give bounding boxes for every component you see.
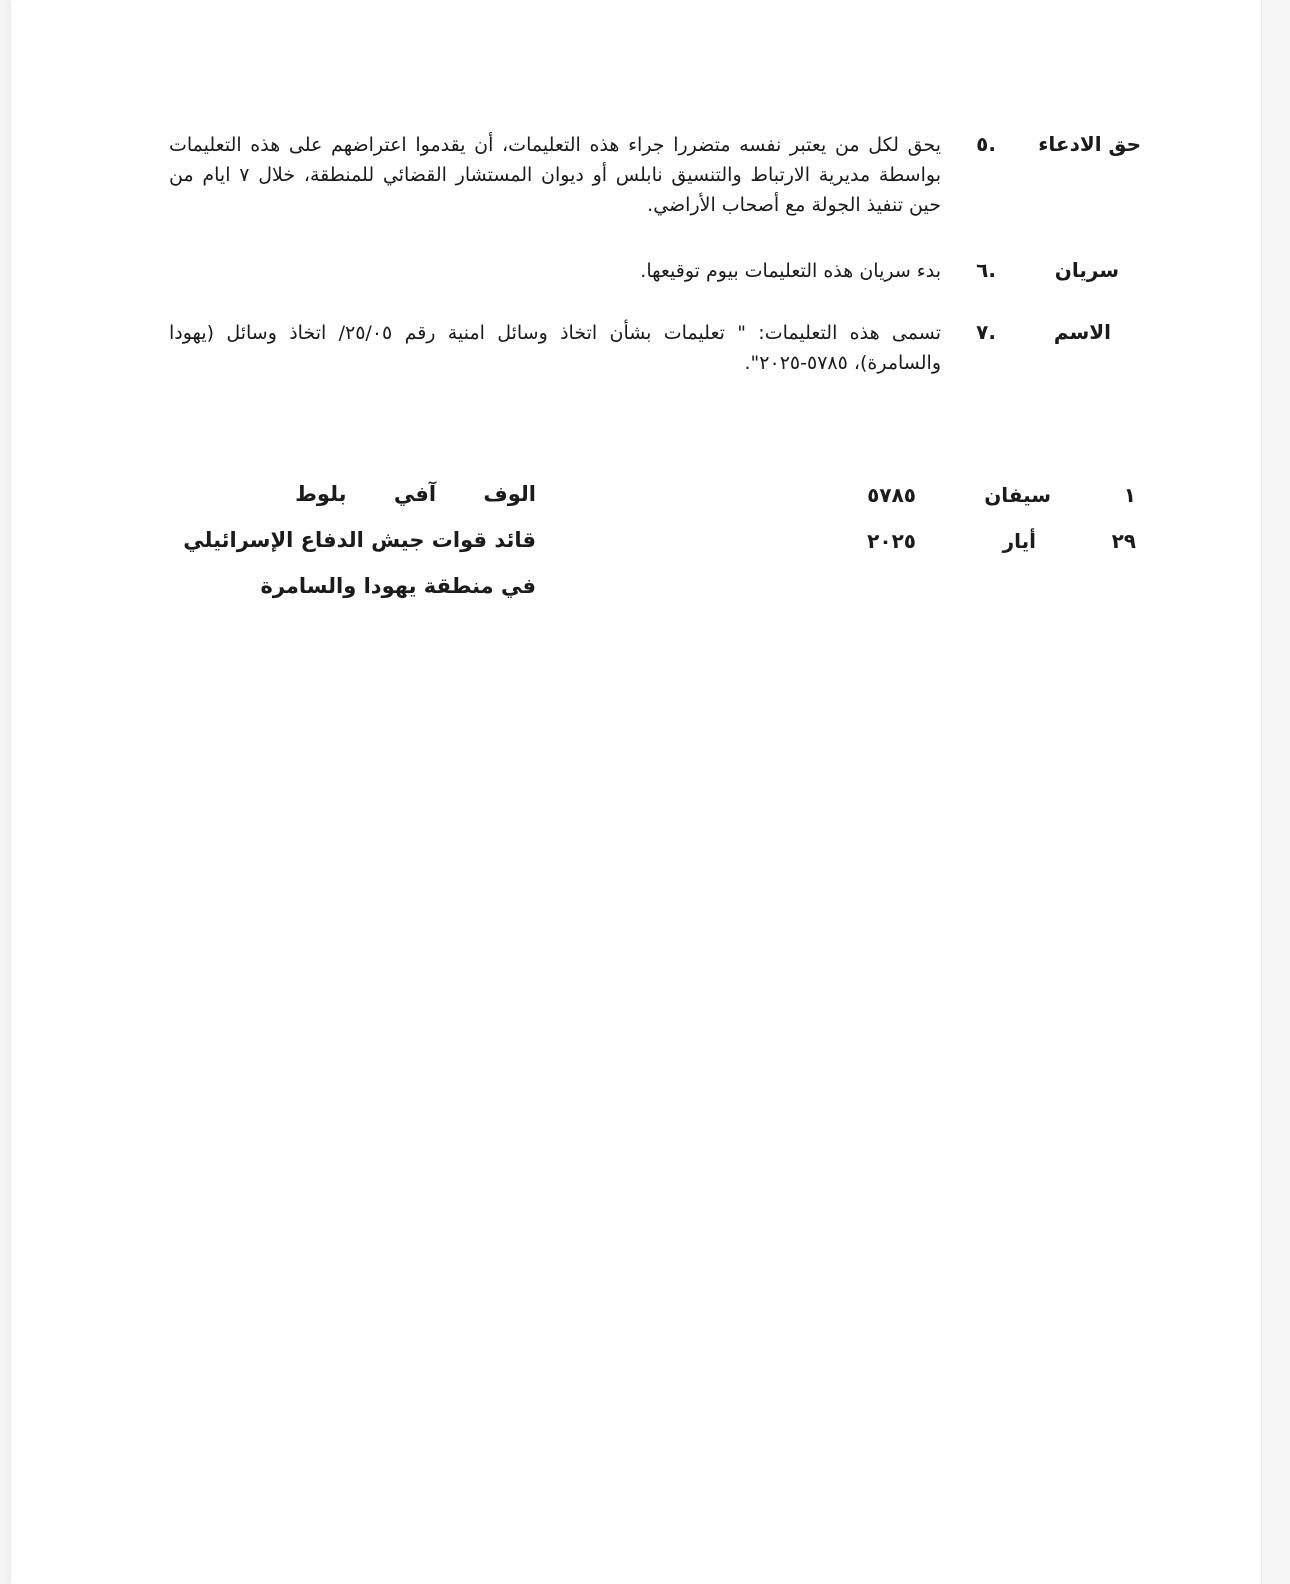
signatory-title-line1: قائد قوات جيش الدفاع الإسرائيلي — [183, 528, 536, 552]
scrollbar-track[interactable] — [1262, 0, 1290, 1584]
gregorian-day: ٢٩ — [1111, 529, 1136, 553]
signatory-name: الوف آفي بلوط — [295, 482, 536, 506]
section-5-label: حق الادعاء — [1038, 132, 1141, 156]
section-7-label: الاسم — [1053, 320, 1111, 344]
hebrew-year: ٥٧٨٥ — [867, 483, 916, 507]
gregorian-month: أيار — [1002, 529, 1036, 553]
section-5-number: ٥. — [976, 132, 996, 156]
section-6-number: ٦. — [976, 258, 996, 282]
section-5-text: يحق لكل من يعتبر نفسه متضررا جراء هذه التعليمات، أن يقدموا اعتراضهم على هذه التعليمات بواسطة مديرية الارتباط والتنسيق نابلس أو ديوان المستشار القضائي للمنطقة، خلال ٧ ايام من حين تنفيذ الجولة مع أصحاب الأراضي. — [169, 134, 941, 216]
section-7-text: تسمى هذه التعليمات: " تعليمات بشأن اتخاذ وسائل امنية رقم ٢٥/٠٥/ اتخاذ وسائل (يهودا والسامرة)، ٥٧٨٥-٢٠٢٥". — [169, 322, 941, 374]
gregorian-year: ٢٠٢٥ — [867, 529, 916, 553]
hebrew-month: سيفان — [984, 483, 1051, 507]
hebrew-day: ١ — [1123, 483, 1136, 507]
section-6-text: بدء سريان هذه التعليمات بيوم توقيعها. — [640, 260, 941, 282]
document-page — [11, 0, 1261, 1584]
section-7-number: ٧. — [976, 320, 996, 344]
section-6-label: سريان — [1054, 258, 1119, 282]
signatory-title-line2: في منطقة يهودا والسامرة — [260, 574, 536, 598]
